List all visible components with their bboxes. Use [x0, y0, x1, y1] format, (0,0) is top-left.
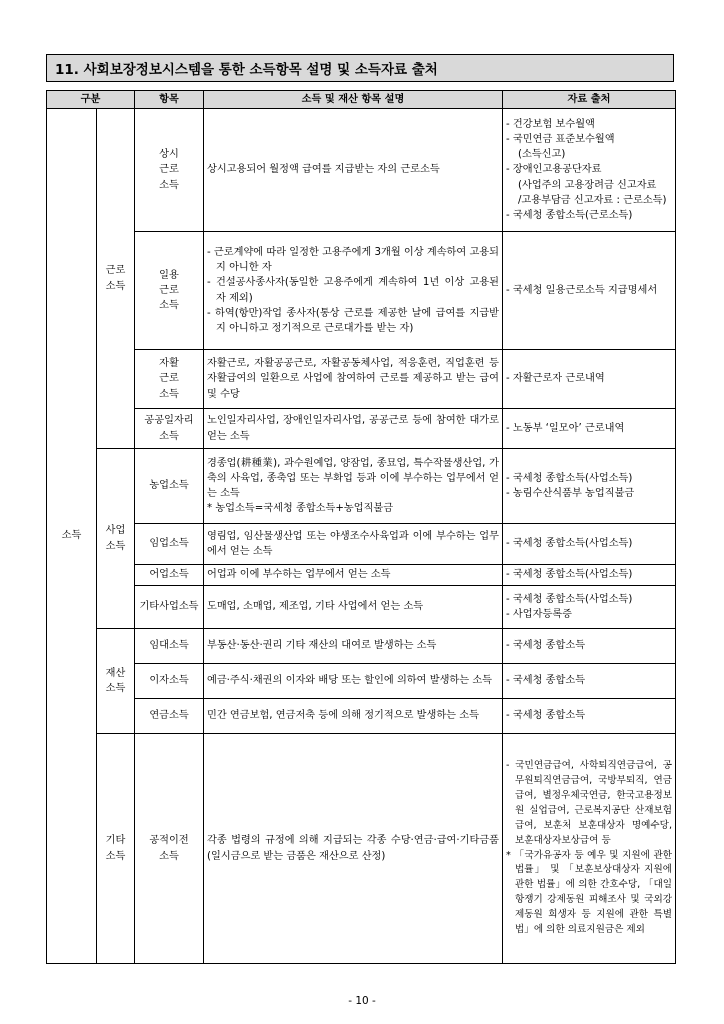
item-description: 영림업, 임산물생산업 또는 야생조수사육업과 이에 부수하는 업무에서 얻는 소득	[204, 524, 503, 565]
source-line: - 국세청 종합소득(사업소득)	[506, 593, 633, 605]
table-row	[47, 449, 676, 524]
item-source	[503, 565, 676, 586]
description-line: - 건설공사종사자(동일한 고용주에게 계속하여 1년 이상 고용된 자 제외)	[207, 277, 499, 304]
item-source	[503, 232, 676, 350]
source-line: - 국세청 종합소득(근로소득)	[506, 209, 633, 221]
table-row	[47, 586, 676, 629]
table-row	[47, 524, 676, 565]
table-row	[47, 409, 676, 449]
item-name: 임업소득	[135, 524, 204, 565]
item-source	[503, 109, 676, 232]
header-source: 자료 출처	[503, 91, 676, 109]
header-description: 소득 및 재산 항목 설명	[204, 91, 503, 109]
header-item: 항목	[135, 91, 204, 109]
source-line: - 농림수산식품부 농업직불금	[506, 488, 635, 499]
source-line: - 국세청 종합소득	[506, 675, 586, 687]
source-line: - 국민연금 표준보수월액	[506, 134, 615, 146]
section-title-text: 11. 사회보장정보시스템을 통한 소득항목 설명 및 소득자료 출처	[55, 62, 438, 78]
source-line: - 노동부 ‘일모아’ 근로내역	[506, 422, 625, 434]
item-description: 도매업, 소매업, 제조업, 기타 사업에서 얻는 소득	[204, 586, 503, 629]
item-name: 일용 근로 소득	[135, 232, 204, 350]
header-category: 구분	[47, 91, 135, 109]
source-line: - 사업자등록증	[506, 609, 572, 620]
page-number: - 10 -	[348, 995, 376, 1007]
source-line: (소득신고)	[518, 149, 566, 161]
description-line: - 근로계약에 따라 일정한 고용주에게 3개월 이상 계속하여 고용되지 아니한 자	[207, 247, 499, 274]
item-description: 노인일자리사업, 장애인일자리사업, 공공근로 등에 참여한 대가로 얻는 소득	[204, 409, 503, 449]
item-source	[503, 524, 676, 565]
table-row	[47, 565, 676, 586]
table-row	[47, 664, 676, 699]
description-line: - 하역(항만)작업 종사자(통상 근로를 제공한 날에 급여를 지급받지 아니하고 정기적으로 근로대가를 받는 자)	[207, 307, 499, 334]
item-source	[503, 586, 676, 629]
item-description: 예금·주식·채권의 이자와 배당 또는 할인에 의하여 발생하는 소득	[204, 664, 503, 699]
item-source	[503, 699, 676, 734]
table-row	[47, 350, 676, 409]
source-line: - 국세청 종합소득	[506, 710, 586, 722]
item-source	[503, 629, 676, 664]
item-source	[503, 449, 676, 524]
item-name: 기타사업소득	[135, 586, 204, 629]
source-line: /고용부담금 신고자료 : 근로소득)	[518, 194, 667, 206]
item-name: 공적이전 소득	[135, 734, 204, 964]
item-name: 임대소득	[135, 629, 204, 664]
item-source	[503, 664, 676, 699]
table-row	[47, 232, 676, 350]
item-description: 민간 연금보험, 연금저축 등에 의해 정기적으로 발생하는 소득	[204, 699, 503, 734]
item-name: 연금소득	[135, 699, 204, 734]
table-row	[47, 699, 676, 734]
source-line: - 국세청 종합소득(사업소득)	[506, 569, 633, 581]
source-line: - 장애인고용공단자료	[506, 164, 602, 176]
table-header-row	[47, 91, 676, 109]
source-line: - 국세청 종합소득	[506, 640, 586, 652]
income-source-table	[46, 90, 676, 964]
item-description	[204, 449, 503, 524]
table-row	[47, 109, 676, 232]
item-name: 공공일자리 소득	[135, 409, 204, 449]
source-line: - 국민연금급여, 사학퇴직연금급여, 공무원퇴직연금급여, 국방부퇴직, 연금급여, 별정우체국연금, 한국고용정보원 실업급여, 근로복지공단 산재보험급여, 보훈처 보훈대상자 명예수당, 보훈대상자보상급여 등	[506, 760, 673, 846]
source-line: - 건강보험 보수월액	[506, 119, 595, 131]
item-description	[204, 232, 503, 350]
item-description: 부동산·동산·권리 기타 재산의 대여로 발생하는 소득	[204, 629, 503, 664]
item-source	[503, 350, 676, 409]
description-note: * 농업소득=국세청 종합소득+농업직불금	[207, 503, 394, 515]
item-name: 자활 근로 소득	[135, 350, 204, 409]
source-note: * 「국가유공자 등 예우 및 지원에 관한 법률」 및 「보훈보상대상자 지원에 관한 법률」에 의한 간호수당, 「대일항쟁기 강제동원 피해조사 및 국외강제동원 희생자 등 지원에 관한 특별법」에 의한 의료지원금은 제외	[506, 849, 672, 935]
item-description: 상시고용되어 월정액 급여를 지급받는 자의 근로소득	[204, 109, 503, 232]
source-line: - 국세청 일용근로소득 지급명세서	[506, 284, 658, 296]
item-description: 각종 법령의 규정에 의해 지급되는 각종 수당·연금·급여·기타금품(일시금으로 받는 금품은 재산으로 산정)	[204, 734, 503, 964]
item-description: 자활근로, 자활공공근로, 자활공동체사업, 적응훈련, 직업훈련 등 자활급여의 일환으로 사업에 참여하여 근로를 제공하고 받는 급여 및 수당	[204, 350, 503, 409]
item-source	[503, 734, 676, 964]
item-name: 농업소득	[135, 449, 204, 524]
item-description: 어업과 이에 부수하는 업무에서 얻는 소득	[204, 565, 503, 586]
source-line: - 국세청 종합소득(사업소득)	[506, 538, 633, 550]
source-line: - 국세청 종합소득(사업소득)	[506, 472, 633, 484]
item-source	[503, 409, 676, 449]
group-labor: 근로 소득	[97, 109, 135, 449]
source-line: (사업주의 고용장려금 신고자료	[518, 179, 657, 191]
section-title	[46, 54, 674, 82]
item-name: 이자소득	[135, 664, 204, 699]
table-row	[47, 734, 676, 964]
source-line: - 자활근로자 근로내역	[506, 373, 605, 385]
item-name: 상시 근로 소득	[135, 109, 204, 232]
group-other: 기타 소득	[97, 734, 135, 964]
description-text: 경종업(耕種業), 과수원예업, 양잠업, 종묘업, 특수작물생산업, 가축의 사육업, 종축업 또는 부화업 등과 이에 부수하는 업무에서 얻는 소득	[207, 457, 499, 499]
table-row	[47, 629, 676, 664]
major-category: 소득	[47, 109, 97, 964]
group-business: 사업 소득	[97, 449, 135, 629]
group-property: 재산 소득	[97, 629, 135, 734]
item-name: 어업소득	[135, 565, 204, 586]
